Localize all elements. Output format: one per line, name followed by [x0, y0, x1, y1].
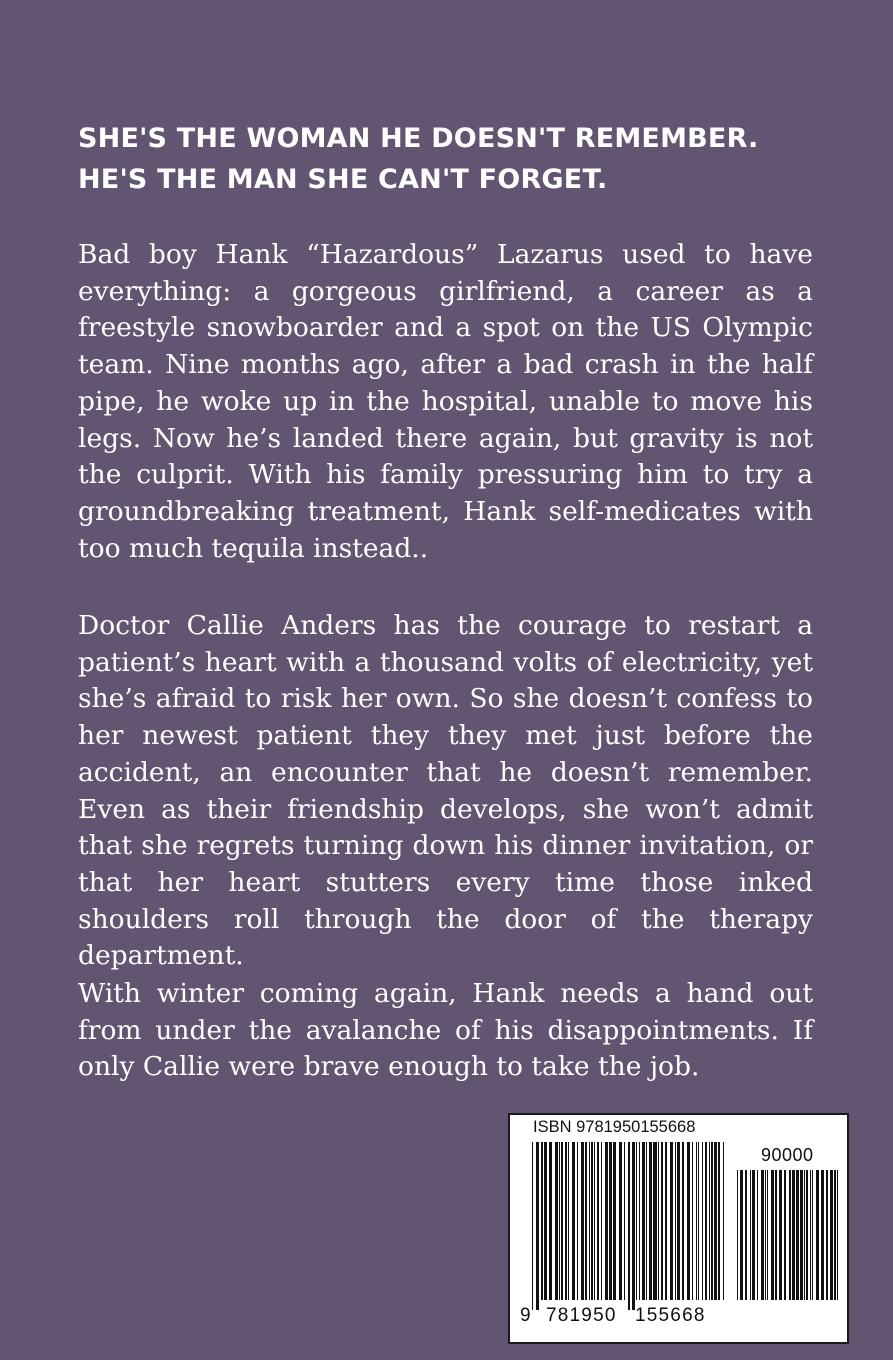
barcode-bar: [653, 1142, 657, 1300]
barcode-bar: [677, 1142, 680, 1300]
barcode-bar: [806, 1170, 808, 1300]
isbn-barcode-box: [508, 1113, 849, 1344]
barcode-bar: [568, 1142, 569, 1300]
barcode-bar: [761, 1170, 764, 1300]
barcode-bar: [670, 1142, 673, 1300]
barcode-bar: [636, 1142, 637, 1300]
barcode-bar: [591, 1142, 593, 1300]
barcode-bar: [767, 1170, 768, 1300]
ean-right-digits: 155668: [635, 1305, 706, 1326]
barcode-bar: [750, 1170, 751, 1300]
barcode-bar: [682, 1142, 684, 1300]
barcode-bar: [784, 1170, 786, 1300]
barcode-bar: [561, 1142, 563, 1300]
barcode-bar: [737, 1170, 738, 1300]
barcode-bar: [789, 1170, 791, 1300]
barcode-bar: [834, 1170, 836, 1300]
barcode-bar: [765, 1170, 766, 1300]
barcode-bar: [619, 1142, 622, 1300]
barcode-bar: [816, 1170, 819, 1300]
barcode-bar: [709, 1142, 710, 1300]
barcode-bar: [632, 1142, 635, 1310]
barcode-bar: [800, 1170, 803, 1300]
barcode-bar: [804, 1170, 805, 1300]
barcode-bar: [541, 1142, 543, 1300]
barcode-bar: [723, 1142, 724, 1300]
barcode-bar: [771, 1170, 774, 1300]
price-addon-code: 90000: [761, 1145, 814, 1165]
barcode-bar: [837, 1170, 838, 1300]
tagline-headline: SHE'S THE WOMAN HE DOESN'T REMEMBER. HE'S THE MAN SHE CAN'T FORGET.: [78, 123, 759, 195]
barcode-bar: [577, 1142, 578, 1300]
barcode-bar: [581, 1142, 584, 1300]
barcode-bar: [810, 1170, 811, 1300]
ean-left-digits: 781950: [546, 1305, 617, 1326]
barcode-bar: [594, 1142, 595, 1300]
barcode-bar: [752, 1170, 755, 1300]
barcode-bar: [597, 1142, 599, 1300]
barcode-bar: [589, 1142, 590, 1300]
barcode-bar: [779, 1170, 782, 1300]
isbn-label: ISBN 9781950155668: [533, 1118, 696, 1136]
barcode-bar: [565, 1142, 567, 1300]
barcode-bar: [740, 1170, 743, 1300]
ean-digits-row: [510, 1305, 851, 1335]
barcode-bar: [757, 1170, 758, 1300]
barcode-bar: [559, 1142, 560, 1300]
barcode-bar: [826, 1170, 828, 1300]
barcode-bar: [605, 1142, 608, 1300]
barcode-bar: [775, 1170, 777, 1300]
barcode-bar: [609, 1142, 612, 1300]
barcode-bar: [544, 1142, 547, 1300]
barcode-bar: [675, 1142, 676, 1300]
barcode-bar: [705, 1142, 707, 1300]
blurb-paragraph-2: Doctor Callie Anders has the courage to restart a patient’s heart with a thousand volts of electricity, yet she’s afraid to risk her own. So she doesn’t confess to her newest patient they they met just before the accident, an encounter that he doesn’t remember. Even as their friendship develops, she won’t admit that she regrets turning down his dinner invitation, or that her heart stutters every time those inked shoulders roll through the door of the therapy department.: [78, 610, 813, 972]
barcode-bar: [812, 1170, 813, 1300]
barcode-bar: [613, 1142, 616, 1300]
barcode-bar: [711, 1142, 713, 1300]
barcode-bar: [532, 1142, 533, 1310]
barcode-bar: [555, 1142, 558, 1300]
barcode-bar: [642, 1142, 645, 1300]
barcode-bar: [698, 1142, 699, 1300]
barcode-bar: [628, 1142, 630, 1310]
barcode-bar: [585, 1142, 587, 1300]
barcode-bar: [649, 1142, 652, 1300]
barcode-bar: [714, 1142, 717, 1300]
blurb-paragraph-3: With winter coming again, Hank needs a hand out from under the avalanche of his disappointments. If only Callie were brave enough to take the job.: [78, 978, 813, 1083]
barcode-bar: [692, 1142, 693, 1300]
barcode-bar: [718, 1142, 720, 1300]
barcode-bar: [601, 1142, 602, 1300]
barcode-bar: [687, 1142, 690, 1300]
barcode-bar: [549, 1142, 552, 1300]
barcode-bar: [745, 1170, 747, 1300]
barcode-bar: [821, 1170, 824, 1300]
barcode-bar: [624, 1142, 625, 1300]
blurb-paragraph-1: Bad boy Hank “Hazardous” Lazarus used to have everything: a gorgeous girlfriend, a career as a freestyle snowboarder and a spot on the US Olympic team. Nine months ago, after a bad crash in the half pipe, he woke up in the hospital, unable to move his legs. Now he’s landed there again, but gravity is not the culprit. With his family pressuring him to try a groundbreaking treatment, Hank self-medicates with too much tequila instead..: [78, 239, 813, 564]
barcode-bar: [665, 1142, 667, 1300]
barcode-bar: [536, 1142, 539, 1310]
barcode-bar: [572, 1142, 575, 1300]
ean-first-digit: 9: [520, 1305, 531, 1326]
barcode-bar: [792, 1170, 795, 1300]
barcode-bar: [639, 1142, 640, 1300]
barcode-bar: [702, 1142, 703, 1300]
barcode-bar: [796, 1170, 799, 1300]
barcode-bar: [646, 1142, 647, 1300]
barcode-bar: [661, 1142, 663, 1300]
barcode-bar: [830, 1170, 833, 1300]
barcode-bar: [696, 1142, 697, 1300]
barcode-bar: [658, 1142, 659, 1300]
